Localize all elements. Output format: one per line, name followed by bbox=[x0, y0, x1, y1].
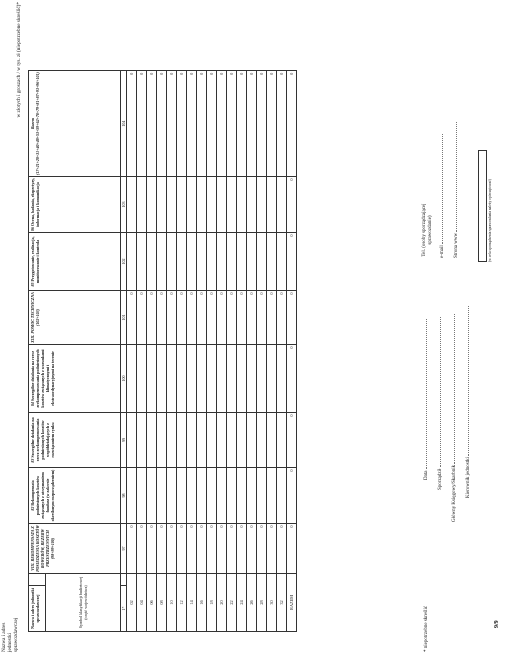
value-cell[interactable]: 0 bbox=[237, 71, 247, 177]
value-cell[interactable]: 0 bbox=[177, 524, 187, 574]
value-cell[interactable] bbox=[267, 413, 277, 468]
value-cell[interactable]: 0 bbox=[147, 524, 157, 574]
preparer-label: Sporządził bbox=[438, 468, 443, 490]
value-cell[interactable]: 0 bbox=[167, 71, 177, 177]
value-cell[interactable]: 0 bbox=[287, 524, 297, 574]
table-body bbox=[127, 71, 297, 632]
column-header-text: Przygotowanie, realizacja, monitorowanie i kontrola bbox=[30, 236, 40, 284]
table-row bbox=[237, 71, 247, 632]
value-cell[interactable] bbox=[137, 345, 147, 413]
value-cell[interactable]: 0 bbox=[227, 524, 237, 574]
value-cell[interactable]: 0 bbox=[267, 291, 277, 345]
column-index: 99 bbox=[121, 413, 127, 468]
unit-box-label: Nazwa i adres jednostki sprawozdawczej bbox=[30, 588, 40, 629]
value-cell[interactable] bbox=[167, 413, 177, 468]
value-cell[interactable]: 0 bbox=[247, 524, 257, 574]
row-symbol: 10 bbox=[167, 574, 177, 632]
value-cell[interactable] bbox=[267, 233, 277, 291]
value-cell[interactable]: 0 bbox=[217, 291, 227, 345]
row-symbol: 04 bbox=[137, 574, 147, 632]
table-row bbox=[267, 71, 277, 632]
value-cell[interactable] bbox=[207, 413, 217, 468]
value-cell[interactable]: 0 bbox=[147, 71, 157, 177]
chief-accountant-field bbox=[450, 268, 458, 528]
value-cell[interactable] bbox=[277, 345, 287, 413]
date-label: Data bbox=[424, 470, 429, 480]
column-index: 100 bbox=[121, 345, 127, 413]
table-row bbox=[257, 71, 267, 632]
value-cell[interactable] bbox=[237, 345, 247, 413]
value-cell[interactable] bbox=[277, 413, 287, 468]
value-cell[interactable]: 0 bbox=[287, 177, 297, 233]
table-row bbox=[207, 71, 217, 632]
value-cell[interactable] bbox=[197, 468, 207, 524]
row-symbol: 16 bbox=[197, 574, 207, 632]
value-cell[interactable] bbox=[177, 413, 187, 468]
value-cell[interactable] bbox=[257, 177, 267, 233]
value-cell[interactable] bbox=[247, 345, 257, 413]
column-index: 98 bbox=[121, 468, 127, 524]
value-cell[interactable]: 0 bbox=[137, 71, 147, 177]
value-cell[interactable] bbox=[247, 233, 257, 291]
value-cell[interactable] bbox=[187, 345, 197, 413]
value-cell[interactable] bbox=[147, 177, 157, 233]
symbol-header-text: Symbol klasyfikacji budżetowej (część województwa) bbox=[78, 576, 88, 629]
value-cell[interactable]: 0 bbox=[247, 71, 257, 177]
table-row bbox=[167, 71, 177, 632]
www-line bbox=[452, 122, 457, 232]
email-line bbox=[438, 134, 443, 244]
value-cell[interactable] bbox=[197, 233, 207, 291]
value-cell[interactable] bbox=[147, 233, 157, 291]
value-cell[interactable]: 0 bbox=[137, 524, 147, 574]
value-cell[interactable] bbox=[217, 413, 227, 468]
column-header-prefix: 82 bbox=[30, 506, 35, 511]
chief-accountant-label: Główny Księgowy/Skarbnik bbox=[452, 464, 457, 522]
index-label: 1* bbox=[121, 586, 127, 632]
row-symbol: 08 bbox=[157, 574, 167, 632]
value-cell[interactable] bbox=[157, 413, 167, 468]
value-cell[interactable]: 0 bbox=[227, 291, 237, 345]
value-cell[interactable]: 0 bbox=[287, 413, 297, 468]
value-cell[interactable]: 0 bbox=[277, 291, 287, 345]
date-field bbox=[422, 268, 430, 528]
value-cell[interactable] bbox=[267, 177, 277, 233]
table-row bbox=[137, 71, 147, 632]
symbol-header bbox=[46, 574, 121, 632]
value-cell[interactable]: 0 bbox=[197, 291, 207, 345]
value-cell[interactable] bbox=[217, 177, 227, 233]
value-cell[interactable]: 0 bbox=[207, 291, 217, 345]
budget-table bbox=[28, 70, 297, 632]
column-header-text: Rekompensata podniesionych kosztów związanych z utrzymaniem fundusz (w zakresie określonym rozporządzeniem) bbox=[30, 469, 55, 522]
value-cell[interactable] bbox=[157, 468, 167, 524]
value-cell[interactable]: 0 bbox=[287, 71, 297, 177]
column-header-bold: VIII. REKOMPENSATA Z POSIEDZENIA KOSZTÓW ROWERÓW, REZERW PRZESTRZENNYCH (98+99+100) bbox=[30, 525, 55, 572]
value-cell[interactable]: 0 bbox=[267, 524, 277, 574]
value-cell[interactable]: 0 bbox=[237, 524, 247, 574]
preparer-line bbox=[436, 317, 441, 467]
value-cell[interactable] bbox=[237, 468, 247, 524]
value-cell[interactable]: 0 bbox=[287, 468, 297, 524]
value-cell[interactable] bbox=[197, 177, 207, 233]
table-row bbox=[127, 71, 137, 632]
column-header-text: Ocena, badania, ekspertyzy, informacja i komunikacja bbox=[30, 178, 40, 227]
value-cell[interactable] bbox=[237, 413, 247, 468]
value-cell[interactable]: 0 bbox=[187, 291, 197, 345]
value-cell[interactable]: 0 bbox=[257, 291, 267, 345]
column-header-prefix: 83 bbox=[30, 458, 35, 463]
column-header-text: Szczególne działania na rzecz zrekompensowania podniesionych kosztów związanych z warunkami klimatycznymi i ekstraordynaryjnymi na terenie bbox=[30, 349, 55, 408]
row-symbol: 26 bbox=[247, 574, 257, 632]
value-cell[interactable]: 0 bbox=[127, 524, 137, 574]
value-cell[interactable] bbox=[257, 233, 267, 291]
value-cell[interactable]: 0 bbox=[277, 71, 287, 177]
value-cell[interactable] bbox=[177, 345, 187, 413]
column-header bbox=[29, 71, 121, 177]
value-cell[interactable] bbox=[267, 468, 277, 524]
unit-box-header bbox=[29, 586, 46, 632]
column-index: 97 bbox=[121, 524, 127, 574]
value-cell[interactable] bbox=[257, 468, 267, 524]
table-row bbox=[277, 71, 287, 632]
value-cell[interactable] bbox=[187, 177, 197, 233]
row-symbol: 32 bbox=[277, 574, 287, 632]
value-cell[interactable] bbox=[207, 233, 217, 291]
stamp-caption: (w celu sporządzenia sprawozdania należy opieczętować) bbox=[488, 179, 492, 262]
value-cell[interactable]: 0 bbox=[257, 524, 267, 574]
phone-label: Tel. (osoby sporządzającej sprawozdanie) bbox=[422, 203, 433, 257]
row-symbol: 14 bbox=[187, 574, 197, 632]
value-cell[interactable] bbox=[227, 468, 237, 524]
date-line bbox=[422, 319, 427, 469]
table-row bbox=[187, 71, 197, 632]
value-cell[interactable] bbox=[127, 468, 137, 524]
value-cell[interactable] bbox=[187, 468, 197, 524]
value-cell[interactable] bbox=[127, 233, 137, 291]
column-header bbox=[29, 524, 121, 574]
row-symbol: 28 bbox=[257, 574, 267, 632]
value-cell[interactable] bbox=[137, 177, 147, 233]
value-cell[interactable]: 0 bbox=[257, 71, 267, 177]
table-row bbox=[247, 71, 257, 632]
value-cell[interactable] bbox=[167, 233, 177, 291]
column-header-text: Szczególne działania na rzecz zrekompensowania podniesionych kosztów współdziałających z rozwiązaniem rynku bbox=[30, 417, 55, 462]
value-cell[interactable] bbox=[157, 345, 167, 413]
value-cell[interactable] bbox=[177, 233, 187, 291]
value-cell[interactable] bbox=[157, 177, 167, 233]
column-header-prefix: 84 bbox=[30, 402, 35, 407]
value-cell[interactable] bbox=[137, 413, 147, 468]
column-header bbox=[29, 233, 121, 291]
unit-name-label: Nazwa i adres jednostki sprawozdawczej bbox=[1, 617, 19, 652]
value-cell[interactable] bbox=[227, 345, 237, 413]
email-field bbox=[438, 8, 446, 258]
value-cell[interactable]: 0 bbox=[207, 524, 217, 574]
value-cell[interactable] bbox=[177, 177, 187, 233]
value-cell[interactable] bbox=[217, 468, 227, 524]
value-cell[interactable]: 0 bbox=[197, 524, 207, 574]
value-cell[interactable] bbox=[167, 468, 177, 524]
column-header-prefix: 85 bbox=[30, 282, 35, 287]
value-cell[interactable] bbox=[227, 233, 237, 291]
value-cell[interactable] bbox=[207, 468, 217, 524]
value-cell[interactable]: 0 bbox=[177, 71, 187, 177]
value-cell[interactable] bbox=[277, 468, 287, 524]
column-index: 104 bbox=[121, 71, 127, 177]
value-cell[interactable] bbox=[247, 177, 257, 233]
value-cell[interactable]: 0 bbox=[277, 524, 287, 574]
table-row bbox=[227, 71, 237, 632]
value-cell[interactable]: 0 bbox=[217, 71, 227, 177]
value-cell[interactable] bbox=[227, 413, 237, 468]
row-symbol: 30 bbox=[267, 574, 277, 632]
value-cell[interactable] bbox=[147, 345, 157, 413]
value-cell[interactable] bbox=[167, 177, 177, 233]
table-row bbox=[197, 71, 207, 632]
signature-block bbox=[422, 268, 472, 528]
table-row bbox=[217, 71, 227, 632]
value-cell[interactable] bbox=[257, 345, 267, 413]
row-symbol: 12 bbox=[177, 574, 187, 632]
value-cell[interactable] bbox=[127, 345, 137, 413]
column-header bbox=[29, 345, 121, 413]
chief-accountant-line bbox=[450, 314, 455, 464]
table-row bbox=[177, 71, 187, 632]
value-cell[interactable] bbox=[187, 413, 197, 468]
www-label: Strona www bbox=[454, 232, 459, 258]
value-cell[interactable] bbox=[227, 177, 237, 233]
value-cell[interactable] bbox=[127, 177, 137, 233]
value-cell[interactable] bbox=[157, 233, 167, 291]
column-header-bold: Razem (17+21+28+31+40+48+53+59+62+70+79+81+87+93+96+101) bbox=[30, 72, 40, 175]
value-cell[interactable] bbox=[127, 413, 137, 468]
value-cell[interactable]: 0 bbox=[287, 233, 297, 291]
column-header bbox=[29, 413, 121, 468]
value-cell[interactable] bbox=[147, 413, 157, 468]
column-index: 101 bbox=[121, 291, 127, 345]
value-cell[interactable] bbox=[147, 468, 157, 524]
value-cell[interactable]: 0 bbox=[207, 71, 217, 177]
footnote: * niepotrzebne skreślić bbox=[424, 605, 429, 652]
column-header bbox=[29, 468, 121, 524]
head-label: Kierownik jednostki bbox=[466, 457, 471, 498]
row-symbol: 06 bbox=[147, 574, 157, 632]
www-field bbox=[452, 8, 460, 258]
value-cell[interactable] bbox=[277, 233, 287, 291]
value-cell[interactable] bbox=[197, 345, 207, 413]
value-cell[interactable]: 0 bbox=[157, 291, 167, 345]
column-header bbox=[29, 177, 121, 233]
value-cell[interactable]: 0 bbox=[147, 291, 157, 345]
value-cell[interactable] bbox=[277, 177, 287, 233]
row-symbol: 20 bbox=[217, 574, 227, 632]
value-cell[interactable] bbox=[187, 233, 197, 291]
row-symbol: 24 bbox=[237, 574, 247, 632]
value-cell[interactable]: 0 bbox=[137, 291, 147, 345]
row-symbol: RAZEM bbox=[287, 574, 297, 632]
column-header bbox=[29, 291, 121, 345]
value-cell[interactable] bbox=[137, 233, 147, 291]
row-symbol: 22 bbox=[227, 574, 237, 632]
value-cell[interactable] bbox=[207, 177, 217, 233]
value-cell[interactable] bbox=[237, 233, 247, 291]
value-cell[interactable]: 0 bbox=[287, 345, 297, 413]
head-line bbox=[464, 306, 469, 456]
value-cell[interactable] bbox=[167, 345, 177, 413]
value-cell[interactable] bbox=[217, 345, 227, 413]
value-cell[interactable]: 0 bbox=[157, 71, 167, 177]
value-cell[interactable] bbox=[247, 413, 257, 468]
value-cell[interactable]: 0 bbox=[287, 291, 297, 345]
column-index: 102 bbox=[121, 233, 127, 291]
preparer-field bbox=[436, 268, 444, 528]
value-cell[interactable] bbox=[177, 468, 187, 524]
table-row bbox=[287, 71, 297, 632]
value-cell[interactable] bbox=[197, 413, 207, 468]
column-header-row bbox=[29, 71, 46, 632]
value-cell[interactable]: 0 bbox=[177, 291, 187, 345]
value-cell[interactable]: 0 bbox=[167, 524, 177, 574]
page-number: 9/9 bbox=[494, 620, 500, 628]
column-header-bold: XIII. POMOC TECHNICZNA (102+103) bbox=[30, 292, 40, 343]
currency-note: w złotych i groszach / w tys. zł (niepotrzebne skreślić)* bbox=[16, 2, 22, 118]
value-cell[interactable]: 0 bbox=[227, 71, 237, 177]
value-cell[interactable] bbox=[257, 413, 267, 468]
value-cell[interactable] bbox=[247, 468, 257, 524]
contact-block bbox=[422, 8, 460, 258]
stamp-box bbox=[478, 150, 487, 262]
value-cell[interactable]: 0 bbox=[167, 291, 177, 345]
value-cell[interactable] bbox=[207, 345, 217, 413]
column-index: 103 bbox=[121, 177, 127, 233]
table-row bbox=[157, 71, 167, 632]
value-cell[interactable]: 0 bbox=[237, 291, 247, 345]
value-cell[interactable]: 0 bbox=[157, 524, 167, 574]
value-cell[interactable] bbox=[267, 345, 277, 413]
column-header-prefix: 86 bbox=[30, 226, 35, 231]
value-cell[interactable]: 0 bbox=[247, 291, 257, 345]
value-cell[interactable]: 0 bbox=[187, 524, 197, 574]
value-cell[interactable]: 0 bbox=[197, 71, 207, 177]
unit-box-blank bbox=[29, 574, 46, 586]
table-row bbox=[147, 71, 157, 632]
row-symbol: 02 bbox=[127, 574, 137, 632]
value-cell[interactable]: 0 bbox=[127, 291, 137, 345]
value-cell[interactable] bbox=[217, 233, 227, 291]
value-cell[interactable]: 0 bbox=[267, 71, 277, 177]
value-cell[interactable]: 0 bbox=[127, 71, 137, 177]
row-symbol: 18 bbox=[207, 574, 217, 632]
head-field bbox=[464, 268, 472, 528]
value-cell[interactable] bbox=[237, 177, 247, 233]
value-cell[interactable] bbox=[137, 468, 147, 524]
value-cell[interactable]: 0 bbox=[217, 524, 227, 574]
value-cell[interactable]: 0 bbox=[187, 71, 197, 177]
email-label: e-mail bbox=[440, 245, 445, 258]
